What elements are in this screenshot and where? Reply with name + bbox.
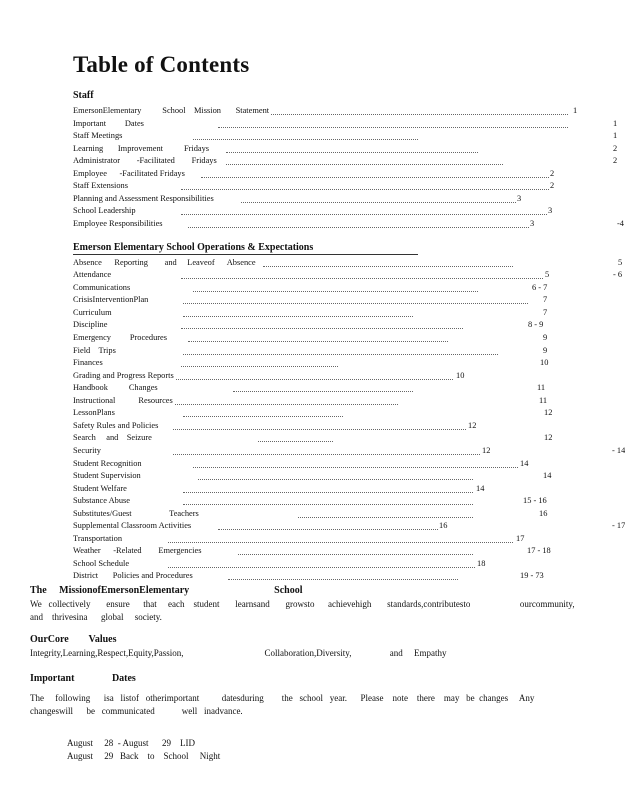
dates-heading: Important Dates <box>30 673 136 684</box>
toc-entry-page-range-end: - 6 <box>613 270 623 279</box>
toc-leader <box>233 391 413 392</box>
toc-leader <box>173 429 466 430</box>
toc-leader <box>183 316 413 317</box>
toc-leader <box>181 214 547 215</box>
toc-entry-label: Employee -Facilitated Fridays <box>73 169 185 178</box>
toc-entry-label: Supplemental Classroom Activities <box>73 521 192 530</box>
toc-entry <box>73 282 553 294</box>
date-item: August 28 - August 29 LID <box>67 738 195 748</box>
toc-entry <box>73 395 553 407</box>
toc-entry-page: 12 <box>482 446 491 455</box>
toc-entry <box>73 130 618 142</box>
toc-entry <box>73 445 625 457</box>
toc-leader <box>193 291 478 292</box>
toc-entry-page: 1 <box>613 131 618 140</box>
toc-entry-page: 11 <box>537 383 546 392</box>
toc-leader <box>193 467 518 468</box>
toc-leader <box>183 416 343 417</box>
toc-entry-label: Grading and Progress Reports <box>73 371 174 380</box>
toc-entry-page: 10 <box>456 371 465 380</box>
toc-entry-page: 12 <box>544 408 553 417</box>
mission-heading: The MissionofEmersonElementary School <box>30 585 303 596</box>
toc-entry <box>73 470 553 482</box>
toc-entry <box>73 269 623 281</box>
toc-entry-page: 16 <box>439 521 448 530</box>
toc-entry-page: 9 <box>543 333 548 342</box>
toc-leader <box>298 517 473 518</box>
toc-entry-page: 2 <box>613 156 618 165</box>
toc-entry-label: District Policies and Procedures <box>73 571 193 580</box>
toc-entry-page: 11 <box>539 396 548 405</box>
toc-entry <box>73 118 618 130</box>
values-heading: OurCore Values <box>30 634 117 645</box>
toc-entry-label: Student Supervision <box>73 471 141 480</box>
toc-entry-page: 2 <box>550 181 555 190</box>
toc-entry-label: Weather -Related Emergencies <box>73 546 202 555</box>
toc-entry-label: Handbook Changes <box>73 383 158 392</box>
toc-entry-page: 17 - 18 <box>527 546 551 555</box>
toc-leader <box>226 152 478 153</box>
toc-leader <box>188 341 448 342</box>
toc-entry <box>73 520 625 532</box>
toc-entry <box>73 432 553 444</box>
toc-entry <box>73 570 553 582</box>
toc-entry-page: 2 <box>550 169 555 178</box>
toc-entry <box>73 205 553 217</box>
toc-entry-label: Instructional Resources <box>73 396 173 405</box>
mission-text: We collectively ensure that each student learnsand growsto achievehigh standards,contributesto ourcommunity, and thrivesina global society. <box>30 599 575 622</box>
section-heading-operations: Emerson Elementary School Operations & Expectations <box>73 242 314 253</box>
toc-entry <box>73 180 553 192</box>
toc-entry <box>73 370 553 382</box>
toc-entry-label: Attendance <box>73 270 112 279</box>
toc-entry-label: Employee Responsibilities <box>73 219 163 228</box>
values-text: Integrity,Learning,Respect,Equity,Passion, Collaboration,Diversity, and Empathy <box>30 648 447 658</box>
toc-leader <box>181 278 543 279</box>
toc-entry-page: 19 - 73 <box>520 571 544 580</box>
toc-leader <box>168 542 513 543</box>
toc-entry-label: Learning Improvement Fridays <box>73 144 210 153</box>
toc-entry <box>73 307 553 319</box>
toc-leader <box>218 127 568 128</box>
toc-entry-label: Staff Extensions <box>73 181 128 190</box>
toc-entry-label: Important Dates <box>73 119 144 128</box>
toc-leader <box>263 266 513 267</box>
toc-leader <box>198 479 473 480</box>
toc-leader <box>181 366 338 367</box>
toc-entry <box>73 420 553 432</box>
toc-entry-page: 17 <box>516 534 525 543</box>
toc-entry-label: CrisisInterventionPlan <box>73 295 149 304</box>
toc-leader <box>193 139 418 140</box>
toc-entry-page-range-end: - 14 <box>612 446 625 455</box>
toc-entry-label: Security <box>73 446 101 455</box>
toc-entry-label: School Schedule <box>73 559 130 568</box>
toc-leader <box>218 529 438 530</box>
toc-entry <box>73 533 553 545</box>
toc-entry-page: 8 - 9 <box>528 320 544 329</box>
toc-entry-page: 3 <box>548 206 553 215</box>
dates-text: The following isa listof otherimportant datesduring the school year. Please note there may be changes Any changeswill be communicated well inadvance. <box>30 693 535 716</box>
toc-leader <box>181 328 463 329</box>
toc-entry <box>73 558 553 570</box>
toc-entry-label: Substitutes/Guest Teachers <box>73 509 199 518</box>
toc-entry-page: 3 <box>517 194 522 203</box>
toc-leader <box>173 454 480 455</box>
toc-leader <box>226 164 503 165</box>
toc-entry-page: 16 <box>539 509 548 518</box>
toc-entry-label: Safety Rules and Policies <box>73 421 159 430</box>
toc-entry <box>73 545 553 557</box>
toc-entry-label: Search and Seizure <box>73 433 152 442</box>
toc-entry-label: Transportation <box>73 534 123 543</box>
toc-leader <box>238 554 473 555</box>
toc-entry <box>73 257 623 269</box>
toc-leader <box>183 354 498 355</box>
toc-entry-label: Planning and Assessment Responsibilities <box>73 194 214 203</box>
toc-entry-label: Substance Abuse <box>73 496 130 505</box>
toc-entry-page: 6 - 7 <box>532 283 548 292</box>
toc-entry-label: LessonPlans <box>73 408 115 417</box>
toc-entry-page: 15 - 16 <box>523 496 547 505</box>
toc-entry-label: Absence Reporting and Leaveof Absence <box>73 258 256 267</box>
section-heading-underline <box>73 254 418 255</box>
toc-entry-label: Communications <box>73 283 131 292</box>
toc-leader <box>183 303 528 304</box>
toc-leader <box>258 441 333 442</box>
toc-entry <box>73 332 553 344</box>
toc-leader <box>201 177 549 178</box>
toc-entry-page-range-end: - 17 <box>612 521 625 530</box>
toc-leader <box>181 189 549 190</box>
toc-entry-page: 3 <box>530 219 535 228</box>
toc-entry-label: Staff Meetings <box>73 131 123 140</box>
toc-entry-label: Administrator -Facilitated Fridays <box>73 156 217 165</box>
page-title: Table of Contents <box>73 52 250 77</box>
toc-entry-page: 7 <box>543 308 548 317</box>
toc-entry-page: 1 <box>573 106 578 115</box>
toc-leader <box>183 504 473 505</box>
toc-entry-label: Discipline <box>73 320 108 329</box>
toc-entry-label: School Leadership <box>73 206 136 215</box>
toc-entry-page: 12 <box>468 421 477 430</box>
toc-entry-label: Curriculum <box>73 308 112 317</box>
toc-entry-page: 14 <box>476 484 485 493</box>
toc-entry-page: 1 <box>613 119 618 128</box>
toc-entry <box>73 458 553 470</box>
toc-entry <box>73 105 578 117</box>
toc-entry-page: 2 <box>613 144 618 153</box>
toc-entry-page: 5 <box>618 258 623 267</box>
toc-entry <box>73 382 553 394</box>
toc-entry-label: Student Welfare <box>73 484 127 493</box>
toc-entry-label: Finances <box>73 358 103 367</box>
toc-entry <box>73 483 553 495</box>
toc-entry <box>73 155 618 167</box>
toc-entry-label: Emergency Procedures <box>73 333 168 342</box>
toc-leader <box>188 227 529 228</box>
toc-entry <box>73 319 553 331</box>
toc-entry <box>73 495 553 507</box>
toc-entry-page: 18 <box>477 559 486 568</box>
toc-entry-page: 9 <box>543 346 548 355</box>
toc-entry <box>73 193 553 205</box>
toc-entry-page: 14 <box>520 459 529 468</box>
toc-entry <box>73 294 553 306</box>
toc-leader <box>241 202 516 203</box>
toc-entry <box>73 168 553 180</box>
toc-entry <box>73 357 553 369</box>
toc-leader <box>218 114 568 115</box>
toc-entry <box>73 345 553 357</box>
toc-leader <box>183 492 473 493</box>
toc-entry <box>73 508 553 520</box>
toc-entry <box>73 407 553 419</box>
toc-entry-page: 5 <box>545 270 550 279</box>
toc-entry-page: 14 <box>543 471 552 480</box>
date-item: August 29 Back to School Night <box>67 751 221 761</box>
toc-leader <box>228 579 458 580</box>
section-heading-staff: Staff <box>73 90 94 101</box>
toc-entry-label: Field Trips <box>73 346 116 355</box>
toc-entry-page: 12 <box>544 433 553 442</box>
toc-entry-page-range-end: -4 <box>617 219 624 228</box>
toc-entry <box>73 218 624 230</box>
toc-leader <box>173 379 453 380</box>
toc-leader <box>168 567 475 568</box>
toc-entry-label: EmersonElementary School Mission Statement <box>73 106 270 115</box>
toc-entry <box>73 143 618 155</box>
toc-entry-page: 10 <box>540 358 549 367</box>
toc-leader <box>175 404 398 405</box>
toc-entry-page: 7 <box>543 295 548 304</box>
toc-entry-label: Student Recognition <box>73 459 142 468</box>
